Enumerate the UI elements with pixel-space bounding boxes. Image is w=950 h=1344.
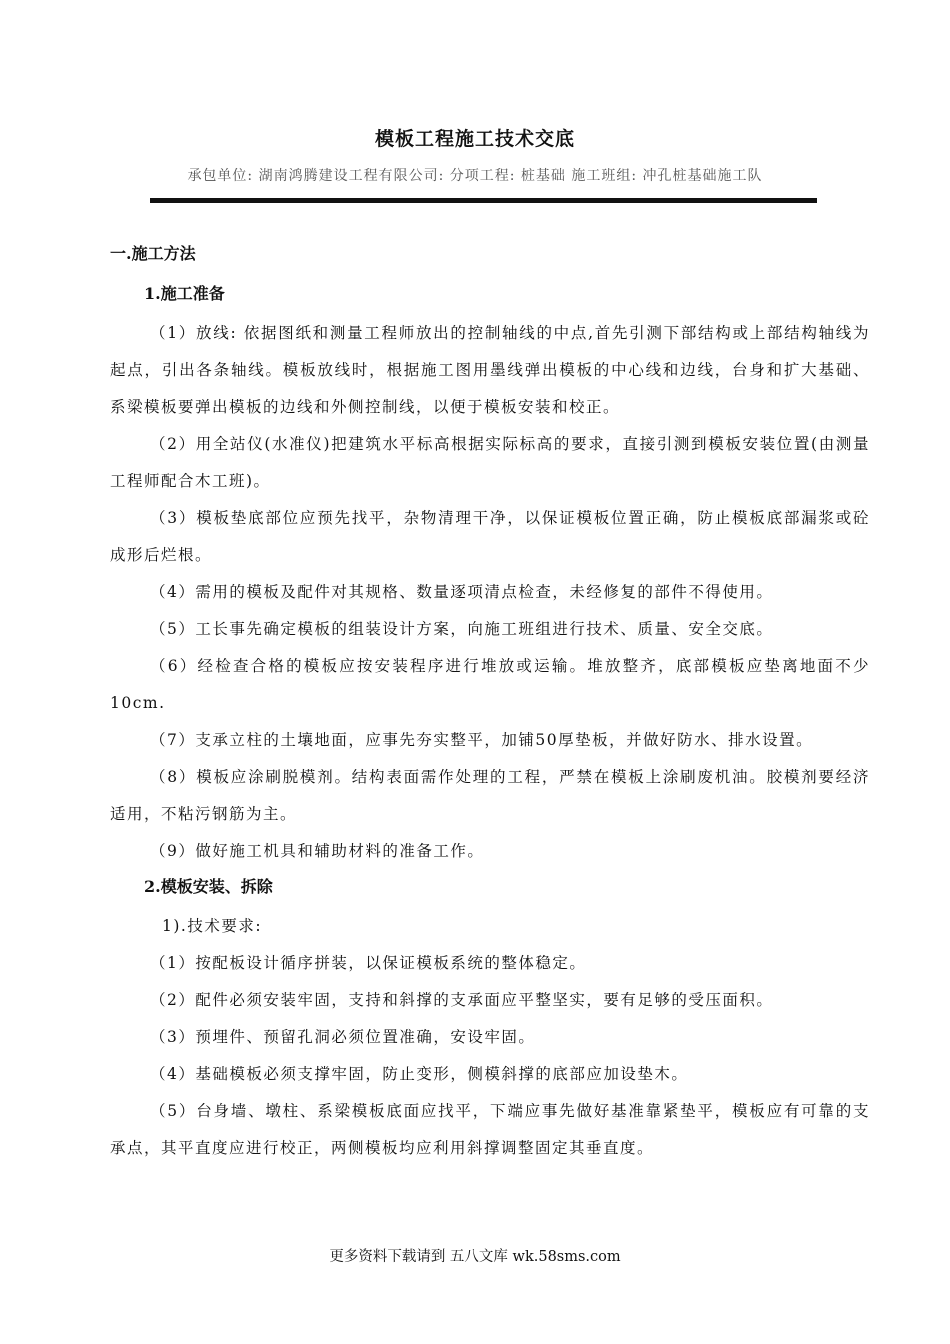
paragraph: （4）基础模板必须支撑牢固，防止变形，侧模斜撑的底部应加设垫木。 (150, 1065, 689, 1083)
paragraph: （5）工长事先确定模板的组装设计方案，向施工班组进行技术、质量、安全交底。 (150, 620, 774, 638)
paragraph: （9）做好施工机具和辅助材料的准备工作。 (150, 842, 485, 860)
technical-requirements-label: 1).技术要求: (162, 917, 263, 935)
document-body (110, 237, 870, 1167)
paragraph: （3）预埋件、预留孔洞必须位置准确，安设牢固。 (150, 1028, 536, 1046)
subsection-heading-formwork-install: 2.模板安装、拆除 (144, 877, 273, 896)
paragraph: （5）台身墙、墩柱、系梁模板底面应找平，下端应事先做好基准靠紧垫平，模板应有可靠的支承点，其平直度应进行校正，两侧模板均应利用斜撑调整固定其垂直度。 (110, 1102, 870, 1157)
subsection-heading-preparation: 1.施工准备 (144, 284, 225, 303)
section-heading-construction-method: 一.施工方法 (110, 244, 196, 263)
paragraph: （4）需用的模板及配件对其规格、数量逐项清点检查，未经修复的部件不得使用。 (150, 583, 774, 601)
page-title: 模板工程施工技术交底 (374, 128, 575, 150)
paragraph: （2）配件必须安装牢固，支持和斜撑的支承面应平整坚实，要有足够的受压面积。 (150, 991, 774, 1009)
paragraph: （8）模板应涂刷脱模剂。结构表面需作处理的工程，严禁在模板上涂刷废机油。胶模剂要经济适用，不粘污钢筋为主。 (110, 768, 870, 823)
footer-download-note: 更多资料下载请到 五八文库 wk.58sms.com (329, 1249, 621, 1265)
paragraph: （2）用全站仪(水准仪)把建筑水平标高根据实际标高的要求，直接引测到模板安装位置(由测量工程师配合木工班)。 (110, 435, 870, 490)
paragraph: （7）支承立柱的土壤地面，应事先夯实整平，加铺50厚垫板，并做好防水、排水设置。 (150, 731, 814, 749)
header-rule (150, 198, 817, 203)
contractor-info: 承包单位: 湖南鸿腾建设工程有限公司: 分项工程: 桩基础 施工班组: 冲孔桩基础施工队 (187, 168, 763, 184)
paragraph: （1）按配板设计循序拼装，以保证模板系统的整体稳定。 (150, 954, 587, 972)
paragraph: （3）模板垫底部位应预先找平，杂物清理干净，以保证模板位置正确，防止模板底部漏浆或砼成形后烂根。 (110, 509, 870, 564)
paragraph: （1）放线: 依据图纸和测量工程师放出的控制轴线的中点,首先引测下部结构或上部结构轴线为起点，引出各条轴线。模板放线时，根据施工图用墨线弹出模板的中心线和边线，台身和扩大基础、系梁模板要弹出模板的边线和外侧控制线，以便于模板安装和校正。 (110, 324, 870, 416)
paragraph: （6）经检查合格的模板应按安装程序进行堆放或运输。堆放整齐，底部模板应垫离地面不少10cm. (110, 657, 870, 712)
